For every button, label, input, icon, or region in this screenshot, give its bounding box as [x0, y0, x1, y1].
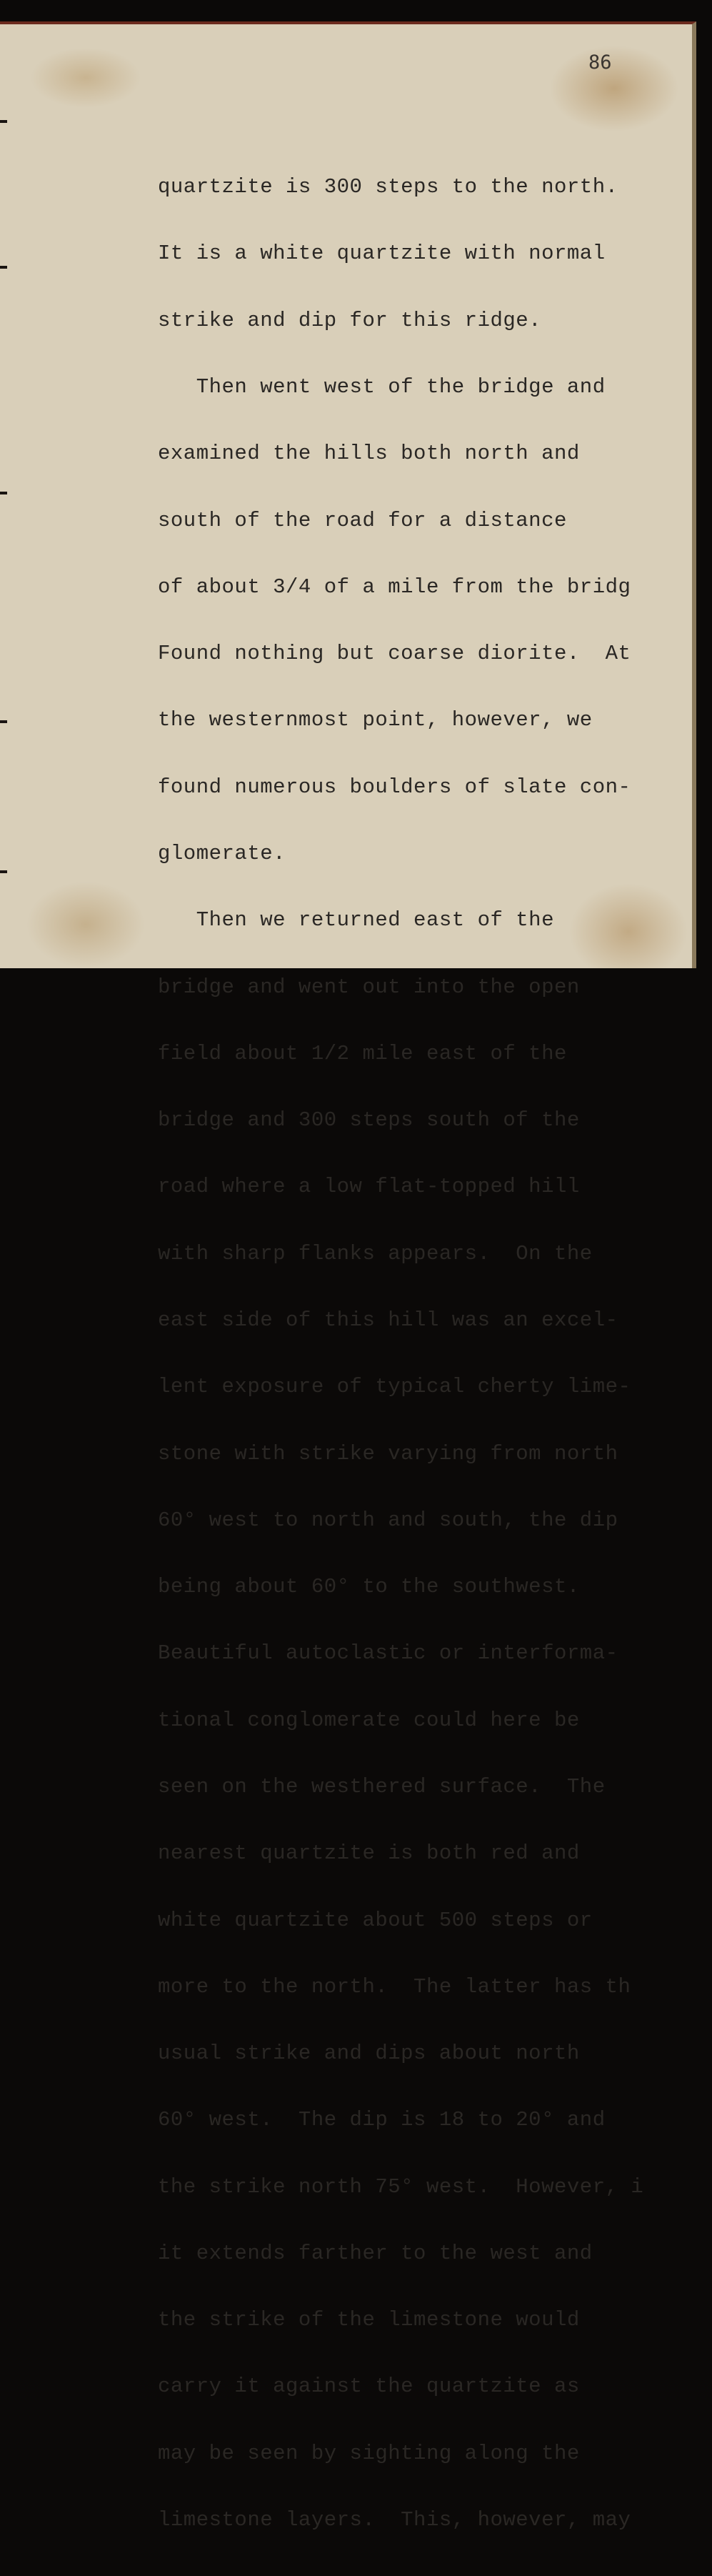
- text-line: Then we returned east of the: [158, 908, 554, 933]
- text-line: field about 1/2 mile east of the: [158, 1041, 567, 1065]
- page-number: 86: [588, 51, 612, 74]
- text-line: road where a low flat-topped hill: [158, 1175, 580, 1199]
- text-line: white quartzite about 500 steps or: [158, 1908, 593, 1932]
- text-line: being about 60° to the southwest.: [158, 1575, 580, 1599]
- text-line: usual strike and dips about north: [158, 2042, 580, 2066]
- text-line: the strike north 75° west. However, i: [158, 2174, 644, 2199]
- binding-mark: [0, 492, 7, 494]
- binding-mark: [0, 870, 7, 873]
- text-line: with sharp flanks appears. On the: [158, 1241, 593, 1265]
- text-line: nearest quartzite is both red and: [158, 1841, 580, 1866]
- text-line: 60° west to north and south, the dip: [158, 1508, 618, 1532]
- notebook-page: [0, 21, 696, 2532]
- text-line: tional conglomerate could here be: [158, 1708, 580, 1732]
- binding-mark: [0, 266, 7, 269]
- text-line: quartzite is 300 steps to the north.: [158, 175, 618, 199]
- text-line: carry it against the quartzite as: [158, 2374, 580, 2399]
- text-line: It is a white quartzite with normal: [158, 242, 606, 266]
- text-line: limestone layers. This, however, may: [158, 2508, 631, 2532]
- text-line: may be seen by sighting along the: [158, 2441, 580, 2465]
- binding-mark: [0, 120, 7, 123]
- text-line: found numerous boulders of slate con-: [158, 775, 631, 799]
- text-line: glomerate.: [158, 842, 286, 865]
- text-line: seen on the westhered surface. The: [158, 1774, 606, 1799]
- text-line: 60° west. The dip is 18 to 20° and: [158, 2108, 606, 2132]
- text-line: Found nothing but coarse diorite. At: [158, 642, 631, 666]
- text-line: examined the hills both north and: [158, 442, 580, 466]
- text-line: the westernmost point, however, we: [158, 708, 593, 732]
- text-line: Beautiful autoclastic or interforma-: [158, 1641, 618, 1666]
- typewritten-text: [158, 131, 686, 2575]
- text-line: it extends farther to the west and: [158, 2241, 593, 2265]
- text-line: south of the road for a distance: [158, 508, 567, 532]
- binding-mark: [0, 720, 7, 723]
- text-line: east side of this hill was an excel-: [158, 1308, 618, 1332]
- text-line: stone with strike varying from north: [158, 1441, 618, 1466]
- text-line: Then went west of the bridge and: [158, 375, 606, 399]
- text-line: more to the north. The latter has th: [158, 1974, 631, 1999]
- text-line: bridge and 300 steps south of the: [158, 1108, 580, 1133]
- text-line: bridge and went out into the open: [158, 975, 580, 999]
- text-line: lent exposure of typical cherty lime-: [158, 1375, 631, 1399]
- text-line: strike and dip for this ridge.: [158, 308, 542, 332]
- text-line: of about 3/4 of a mile from the bridg: [158, 575, 631, 599]
- text-line: the strike of the limestone would: [158, 2308, 580, 2332]
